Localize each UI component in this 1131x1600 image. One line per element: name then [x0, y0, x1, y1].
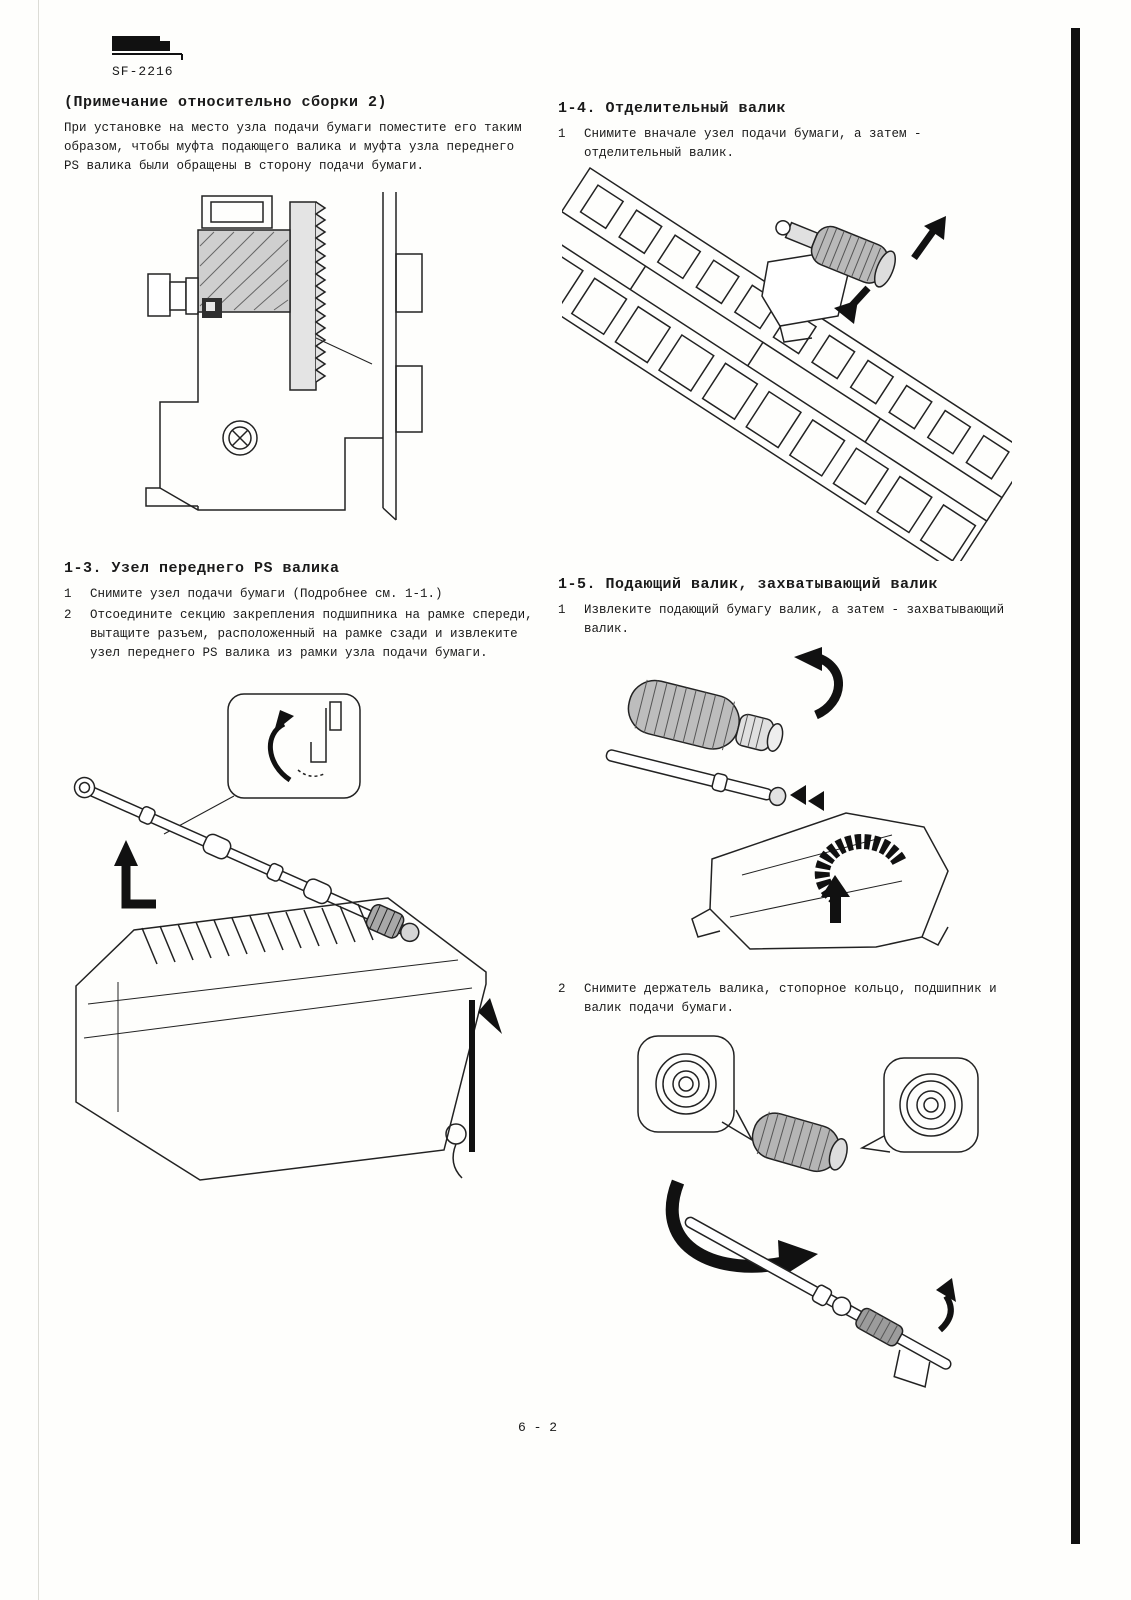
section-1-3-steps: [64, 585, 534, 663]
step: [64, 606, 534, 663]
step-text: Снимите держатель валика, стопорное кольцо, подшипник и валик подачи бумаги.: [584, 982, 997, 1015]
note-body: При установке на место узла подачи бумаги поместите его таким образом, чтобы муфта подающего валика и муфта узла переднего PS валика были обращены в сторону подачи бумаги.: [64, 121, 522, 173]
section-1-4-steps: [558, 125, 1018, 163]
step-number: 2: [558, 982, 566, 996]
step-number: 1: [64, 587, 72, 601]
step-text: Снимите вначале узел подачи бумаги, а затем - отделительный валик.: [584, 127, 922, 160]
illustration-separation-roller: [562, 166, 1012, 561]
section-1-5-heading: 1-5. Подающий валик, захватывающий валик: [558, 576, 939, 593]
section-1-3-heading: 1-3. Узел переднего PS валика: [64, 560, 340, 577]
step-number: 2: [64, 608, 72, 622]
logo-mark-icon: [112, 36, 202, 62]
illustration-roller-holder-ring: [622, 1024, 1022, 1404]
section-1-5: [558, 576, 1028, 639]
page-number: 6 - 2: [517, 1420, 557, 1435]
illustration-ps-roller-unit: [58, 682, 508, 1202]
section-1-4-heading: 1-4. Отделительный валик: [558, 100, 787, 117]
step-text: Извлеките подающий бумагу валик, а затем - захватывающий валик.: [584, 603, 1005, 636]
step: [558, 601, 1028, 639]
step-text: Снимите узел подачи бумаги (Подробнее см. 1-1.): [90, 587, 443, 601]
step-text: Отсоедините секцию закрепления подшипника на рамке спереди, вытащите разъем, расположенный на рамке сзади и извлеките узел переднего PS валика из рамки узла подачи бумаги.: [90, 608, 533, 660]
step: [558, 125, 1018, 163]
illustration-clutch-assembly: [140, 188, 440, 548]
step: [64, 585, 534, 604]
step-number: 1: [558, 603, 566, 617]
scan-edge-line: [38, 0, 39, 1600]
section-1-5-steps: [558, 601, 1028, 639]
step-number: 1: [558, 127, 566, 141]
page-edge-bar: [1071, 28, 1080, 1544]
model-number: SF-2216: [112, 64, 174, 79]
section-1-4: [558, 100, 1018, 163]
section-1-5-step-2: [558, 980, 1028, 1018]
note-heading: (Примечание относительно сборки 2): [64, 94, 388, 111]
section-1-3: [64, 560, 534, 663]
step: [558, 980, 1028, 1018]
brand-logo: [112, 36, 202, 79]
illustration-feed-pickup-rollers: [592, 645, 962, 965]
assembly-note-section: [64, 94, 534, 176]
